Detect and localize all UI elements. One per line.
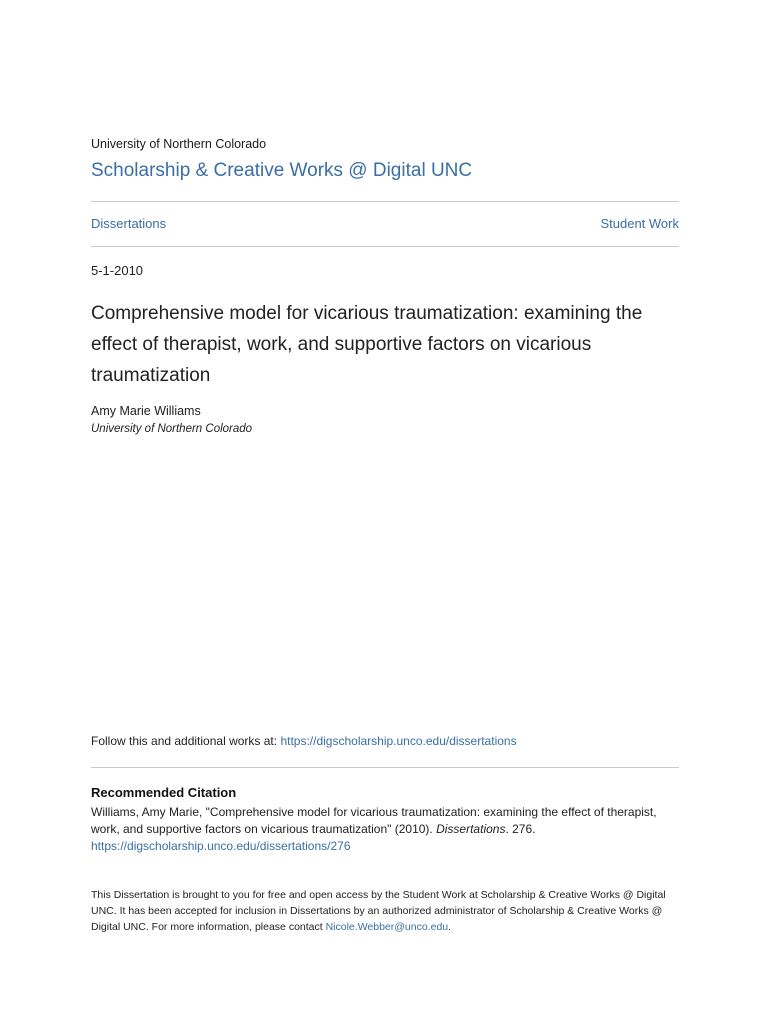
divider-nav	[91, 246, 679, 247]
institution-name: University of Northern Colorado	[91, 137, 267, 151]
follow-url-link[interactable]: https://digscholarship.unco.edu/dissertations	[280, 734, 517, 748]
citation-url-link[interactable]: https://digscholarship.unco.edu/dissertations/276	[91, 839, 351, 853]
notice-text: This Dissertation is brought to you for free and open access by the Student Work at Scholarship & Creative Works @ Digital UNC. It has been accepted for inclusion in Dissertations by an authorized administrator of Scholarship & Creative Works @ Digital UNC. For more information, please contact	[91, 889, 666, 933]
collection-nav	[91, 216, 679, 231]
citation-series: Dissertations	[436, 822, 506, 836]
dissertations-link[interactable]: Dissertations	[91, 216, 167, 231]
citation-body: Williams, Amy Marie, "Comprehensive model for vicarious traumatization: examining the effect of therapist, work, and supportive factors on vicarious traumatization" (2010).	[91, 805, 657, 836]
contact-email-link[interactable]: Nicole.Webber@unco.edu	[325, 921, 449, 933]
citation-number: . 276.	[505, 822, 536, 836]
author-affiliation: University of Northern Colorado	[91, 423, 253, 435]
student-work-link[interactable]: Student Work	[600, 216, 679, 231]
repository-link[interactable]: Scholarship & Creative Works @ Digital UNC	[91, 160, 473, 181]
publication-date: 5-1-2010	[91, 263, 144, 278]
follow-prefix: Follow this and additional works at:	[91, 734, 281, 748]
author-name: Amy Marie Williams	[91, 404, 201, 418]
divider-citation	[91, 767, 679, 768]
follow-line	[91, 734, 679, 748]
divider-top	[91, 201, 679, 202]
document-title: Comprehensive model for vicarious traumatization: examining the effect of therapist, work, and supportive factors on vicarious traumatization	[91, 303, 643, 386]
notice-end: .	[448, 921, 452, 933]
citation-text	[91, 804, 679, 855]
repository-link-container	[91, 160, 679, 182]
recommended-citation-heading: Recommended Citation	[91, 785, 237, 800]
access-notice	[91, 887, 679, 935]
